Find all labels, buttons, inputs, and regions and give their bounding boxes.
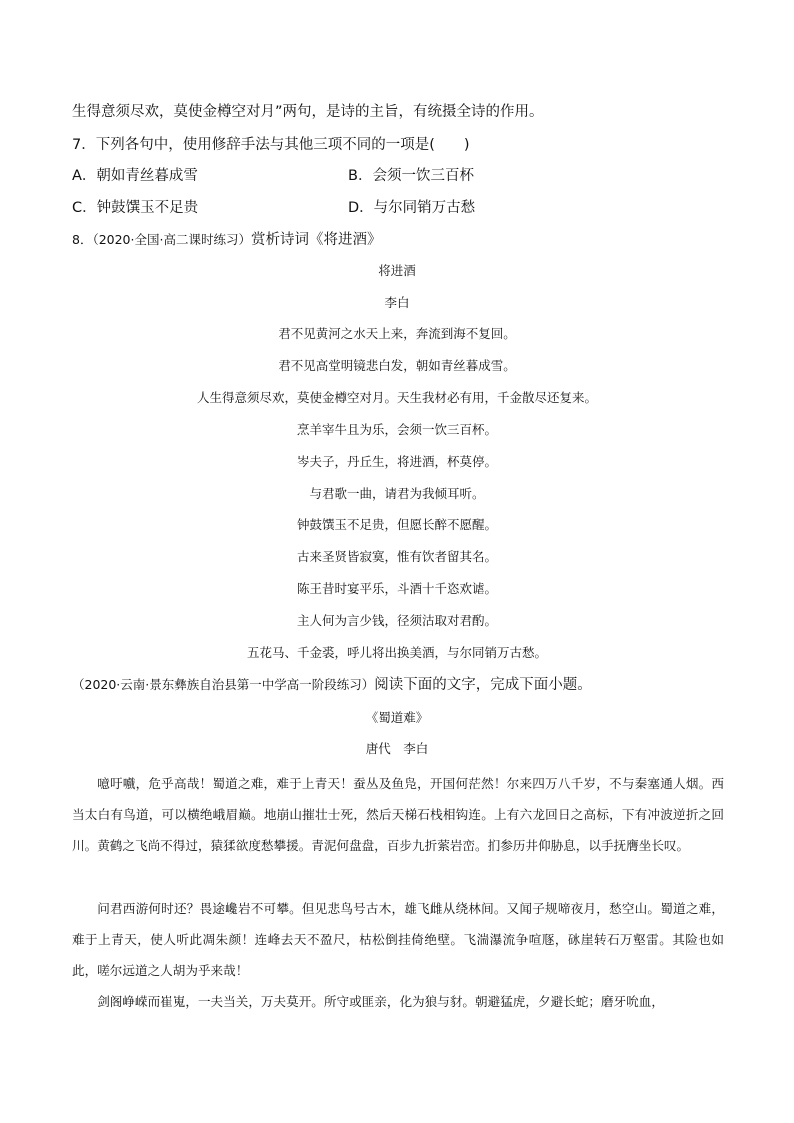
poem-line: 岑夫子，丹丘生，将进酒，杯莫停。 xyxy=(296,454,497,469)
passage-paragraph: 噫吁嚱，危乎高哉！蜀道之难，难于上青天！蚕丛及鱼凫，开国何茫然！尔来四万八千岁，不与秦塞通人烟。西当太白有鸟道，可以横绝峨眉巅。地崩山摧壮士死，然后天梯石栈相钩连。上有六龙回日之高标，下有冲波逆折之回川。黄鹤之飞尚不得过，猿猱欲度愁攀援。青泥何盘盘，百步九折萦岩峦。扪参历井仰胁息，以手抚膺坐长叹。 xyxy=(72,776,724,853)
poem-line: 与君歌一曲，请君为我倾耳听。 xyxy=(309,486,485,501)
poem-author: 李白 xyxy=(384,295,410,310)
poem-line: 钟鼓馔玉不足贵，但愿长醉不愿醒。 xyxy=(296,517,497,532)
option-d: D．与尔同销万古愁 xyxy=(348,200,476,216)
question-8-stem: 赏析诗词《将进酒》 xyxy=(250,232,382,248)
option-b: B．会须一饮三百杯 xyxy=(348,168,474,184)
question-8-heading xyxy=(72,231,381,249)
option-c: C．钟鼓馔玉不足贵 xyxy=(72,200,199,216)
option-a: A．朝如青丝暮成雪 xyxy=(72,168,198,184)
poem-line: 君不见黄河之水天上来，奔流到海不复回。 xyxy=(278,326,516,341)
poem-line: 古来圣贤皆寂寞，惟有饮者留其名。 xyxy=(296,549,497,564)
poem-line: 烹羊宰牛且为乐，会须一饮三百杯。 xyxy=(296,422,497,437)
passage-title: 《蜀道难》 xyxy=(365,710,429,725)
poem-line: 主人何为言少钱，径须沽取对君酌。 xyxy=(296,613,497,628)
passage-paragraph: 剑阁峥嵘而崔嵬，一夫当关，万夫莫开。所守或匪亲，化为狼与豺。朝避猛虎，夕避长蛇；磨牙吮血， xyxy=(97,994,664,1009)
poem-line: 人生得意须尽欢，莫使金樽空对月。天生我材必有用，千金散尽还复来。 xyxy=(196,390,597,405)
poem-line: 五花马、千金裘，呼儿将出换美酒，与尔同销万古愁。 xyxy=(246,645,547,660)
question-7-stem: 7．下列各句中，使用修辞手法与其他三项不同的一项是( ) xyxy=(72,137,470,153)
poem-line: 君不见高堂明镜悲白发，朝如青丝暮成雪。 xyxy=(278,358,516,373)
reading-heading xyxy=(72,676,592,694)
intro-line: 生得意须尽欢，莫使金樽空对月”两句，是诗的主旨，有统摄全诗的作用。 xyxy=(72,104,544,120)
reading-stem: 阅读下面的文字，完成下面小题。 xyxy=(374,677,592,693)
passage-byline: 唐代 李白 xyxy=(365,741,429,756)
passage-paragraph: 问君西游何时还？畏途巉岩不可攀。但见悲鸟号古木，雄飞雌从绕林间。又闻子规啼夜月，愁空山。蜀道之难，难于上青天，使人听此凋朱颜！连峰去天不盈尺，枯松倒挂倚绝壁。飞湍瀑流争喧豗，砯崖转石万壑雷。其险也如此，嗟尔远道之人胡为乎来哉！ xyxy=(72,901,724,978)
poem-title: 将进酒 xyxy=(378,263,416,278)
reading-source: （2020·云南·景东彝族自治县第一中学高一阶段练习） xyxy=(72,677,375,692)
poem-line: 陈王昔时宴平乐，斗酒十千恣欢谑。 xyxy=(296,581,497,596)
question-8-source: 8．（2020·全国·高二课时练习） xyxy=(72,232,251,247)
